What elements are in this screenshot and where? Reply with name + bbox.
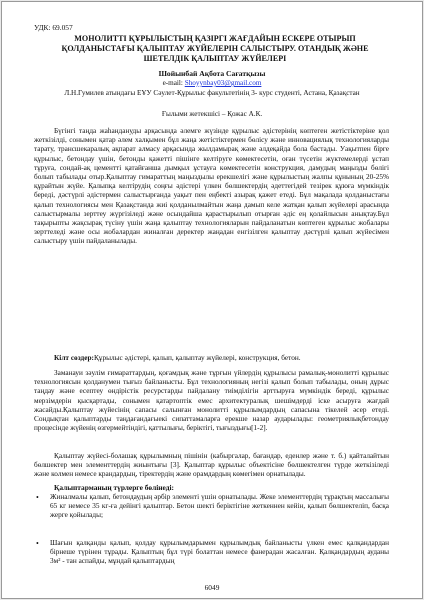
- bullet-icon: •: [36, 493, 39, 502]
- document-page: [1, 1, 423, 599]
- udc-code: УДК: 69.057: [34, 23, 73, 32]
- author-email-line: [2, 79, 422, 87]
- author-name: Шойынбай Ақбота Сағатқызы: [158, 69, 266, 78]
- scientific-advisor: Ғылыми жетекшісі – Қожас А.К.: [161, 110, 263, 118]
- list-item: [34, 539, 389, 587]
- author-affiliation: Л.Н.Гумилев атындағы ЕҰУ Сәулет-Құрылыс факультетінің 3- курс студенті, Астана, Қазақстан: [64, 89, 360, 97]
- body-paragraph-intro: Заманауи зәулім ғимараттардың, қоғамдық және тұрғын үйлердің құрылысы рамалық-монолитті құрылыс технологиясын қолданумен тығыз байланысты. Бұл технологияның негізі қалып болып табылады, оның дұрыс таңдау және есептеу өндірістік ресурстарды пайдалану тиімділігін арттыруға мүмкіндік береді, құрылыс мерзімдерін қысқартады, сонымен қатартоптік емес архитектуралық шешімдерді іске асыруға жағдай жасайды.Қалыптау жүйесінің сапасы салынған монолитті құрылымдардың сапасына тікелей әсер етеді. Сондықтан қалыптарды таңдағандағыекі сипаттамаларға ерекше назар аударылады: геометриялықбетондау процесінде жүйенің өзгермейтіндігі, қаттылығы, беріктігі, тығыздығы[1-2].: [34, 369, 389, 433]
- article-title: МОНОЛИТТІ ҚҰРЫЛЫСТЫҢ ҚАЗІРГІ ЖАҒДАЙЫН ЕСКЕРЕ ОТЫРЫП ҚОЛДАНЫСТАҒЫ ҚАЛЫПТАУ ЖҮЙЕЛЕРІН САЛЫСТЫРУ. ОТАНДЫҚ ЖӘНЕ ШЕТЕЛДІК ҚАЛЫПТАУ ЖҮЙЕЛЕРІ: [61, 34, 369, 64]
- email-label: e-mail:: [162, 79, 185, 87]
- body-paragraph-formwork: Қалыптау жүйесі-болашақ құрылымның пішінін (кабыргалар, бағандар, еденлер және т. б.) қайталайтын бөлшектер мен элементтердің жиынтығы [3]. Қалыптар құрылыс объектісіне бөлшектелген түрде жеткізіледі және колмен немесе крандардың, тіректердің және орамдардың көмегімен орнатылады.: [34, 452, 389, 479]
- email-link[interactable]: Shoyynbay03@gmail.com: [184, 79, 262, 87]
- keywords-text: Құрылыс әдістері, қалып, қалыптау жүйелері, конструкция, бетон.: [93, 353, 301, 362]
- keywords-label: Кілт сөздер:: [54, 353, 94, 362]
- formwork-types-list: [34, 493, 389, 587]
- bullet-icon: •: [36, 539, 39, 548]
- list-item: [34, 493, 389, 539]
- keywords: [34, 353, 389, 362]
- list-item-text: Жиналмалы қалып, бетондаудың әрбір элементі үшін орнатылады. Жеке элементтердің тұрақтың массалығы 65 кг немесе 35 кг-ға дейінгі қалыптар. Бетон шекті беріктігіне жеткеннен кейін, қалып бөлшектеліп, басқа жерге қойылады;: [50, 493, 389, 520]
- page-number: 6049: [204, 583, 220, 592]
- list-item-text: Шағын қалқанды қалып, қолдау құрылымдарымен құрылымдық байланысты үлкен емес қалқандардан бірнеше түрінен тұрады. Қалыптың бұл түрі болаттан немесе фанерадан жасалған. Қалқандардың ауданы 3м² - тан аспайды, мұндай қалыптардың: [50, 539, 389, 566]
- abstract-paragraph: Бүгінгі таңда жаһандануды арқасында әлемге жүзінде құрылыс әдістерінің көптеген жетістіктеріне қол жеткізілді, сонымен қатар әлем халқымен бұл жаңа жетістіктермен бөлісу және инновациялық технологияларды тарату, трансшекаралық ақпарат алмасу арқасында жылдамырақ және әлдеқайда бола бастады. Уақытпен бірге құрылыс, бетондау үшін, бетонды қажетті пішінге келтіруге көмектесетін, оған түсетін жүктемелерді ұстап тұруға, сондай-ақ цементті қатайғанша дымқыл ұстауға көмектесетін конструкция, дамудың маңызды бөлігі болып табылады отыр.Қалыптау гимараттың маңыздылы ерекшелігі және құрылыстың жалпы құнының 20-25% құрайтын жүйе. Қалыпқа келтірудің соңғы әдістері үлкен бөлшектердің әдеттегідей тезірек құюға мүмкіндік береді, дәстүрлі әдістермен салыстырғанда уақыт пен еңбекті азырақ қажет етеді. Бұл мақалада қолданыстағы қалып технологиясы мен Қазақстанда жиі қолданылмайтын жаңа дамып келе жатқан қалып жүйелері арасында салыстырмалы зерттеу жүргізіледі және осындайша қарастырылып отырған әдіс ең қолайлысын анықтау.Бұл тақырыпты жақсырақ түсіну үшін жаңа қалыптау технологияларын пайдаланатын көптеген құрылыс жобалары зерттеледі және осы жобалардан жиналған деректер жаңадан енгізілген қалыптау дәстүрлі қалып жүйесімен салыстыру үшін пайдаланылады.: [34, 127, 389, 246]
- section-subheading: Қалыптарманың түрлерге бөлінеді:: [54, 483, 174, 492]
